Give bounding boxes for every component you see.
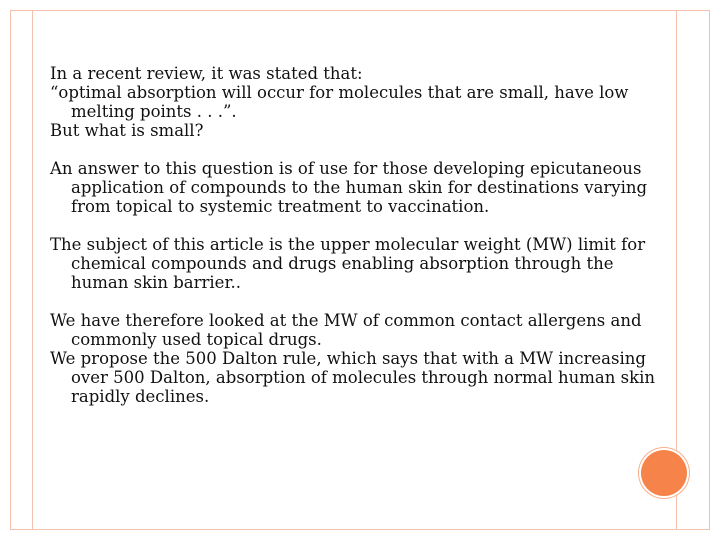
frame-right-rule [676, 11, 677, 529]
paragraph-quote: “optimal absorption will occur for molecules that are small, have low melting points . . .”. [50, 83, 629, 121]
slide-body [50, 64, 660, 406]
decorative-circle [641, 450, 687, 496]
frame-left-rule [32, 11, 33, 529]
paragraph-method: We have therefore looked at the MW of common contact allergens and commonly used topical drugs. [50, 311, 642, 349]
paragraph-question: But what is small? [50, 121, 204, 140]
paragraph-subject: The subject of this article is the upper molecular weight (MW) limit for chemical compounds and drugs enabling absorption through the human skin barrier.. [50, 235, 646, 292]
paragraph-intro: In a recent review, it was stated that: [50, 64, 363, 83]
paragraph-answer: An answer to this question is of use for those developing epicutaneous application of compounds to the human skin for destinations varying from topical to systemic treatment to vaccination. [50, 159, 648, 216]
paragraph-rule: We propose the 500 Dalton rule, which says that with a MW increasing over 500 Dalton, absorption of molecules through normal human skin rapidly declines. [50, 349, 655, 406]
